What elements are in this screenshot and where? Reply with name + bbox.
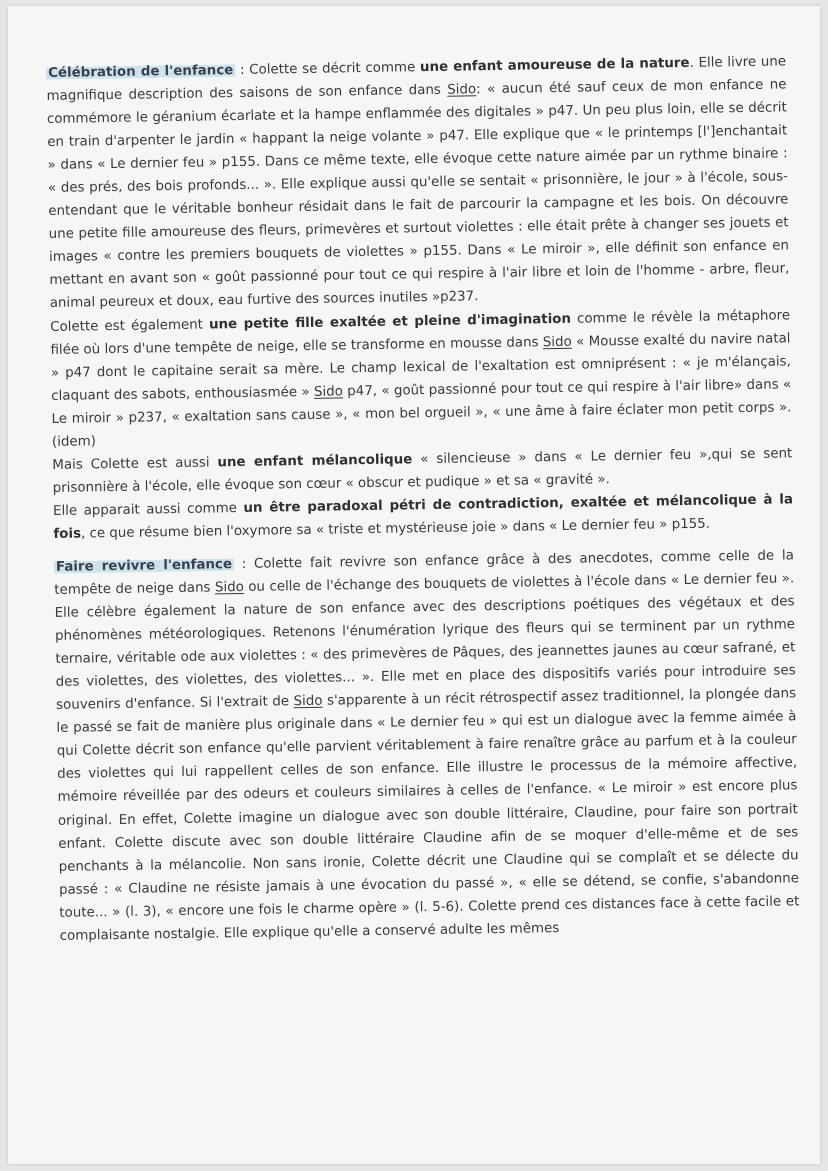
underlined-title: Sido [542,334,572,350]
bold-phrase: une enfant mélancolique [217,452,413,471]
text-run: « Mousse exalté du navire natal » p47 dont le capitaine serait sa mère. Le champ lexical de l'exaltation est omniprésent : « je m'élançais, claquant des sabots, enthousiasmée » [50,330,791,404]
text-run: : Colette se décrit comme [235,60,421,79]
text-run: Mais Colette est aussi [52,455,218,473]
text-run: ou celle de l'échange des bouquets de violettes à l'école dans « Le dernier feu ». Elle célèbre également la nature de son enfance avec des descriptions poétiques des végétaux et des phénomènes météorologiques. Retenons l'énumération lyrique des fleurs qui se terminent par un rythme ternaire, véritable ode aux violettes : « des primevères de Pâques, des jeannettes jaunes au cœur safrané, et des violettes, des violettes, des violettes... ». Elle met en place des dispositifs variés pour introduire ses souvenirs d'enfance. Si l'extrait de [54,571,796,714]
underlined-title: Sido [214,579,244,596]
section-heading: Faire revivre l'enfance [55,557,233,575]
paragraph [46,50,790,315]
bold-phrase: une petite fille exaltée et pleine d'imagination [208,311,572,332]
section-heading: Célébration de l'enfance [48,63,234,81]
text-run: comme le révèle la métaphore filée où lors d'une tempête de neige, elle se transforme en mousse dans [50,307,791,358]
document-body [46,50,800,947]
section-faire-revivre [54,544,800,947]
underlined-title: Sido [447,82,477,98]
text-run: s'apparente à un récit rétrospectif assez traditionnel, la plongée dans le passé se fait de manière plus originale dans « Le dernier feu » qui est un dialogue avec la femme aimée à qui Colette décrit son enfance qu'elle parvient véritablement à faire renaître grâce au parfum et à la couleur des violettes qui lui rappellent celles de son enfance. Elle illustre le processus de la mémoire affective, mémoire réveillée par des odeurs et couleurs similaires à celles de l'enfance. « Le miroir » est encore plus original. En effet, Colette imagine un dialogue avec son double littéraire, Claudine, pour faire son portrait enfant. Colette discute avec son double littéraire Claudine afin de se moquer d'elle-même et de ses penchants à la mélancolie. Non sans ironie, Colette décrit une Claudine qui se complaît et se délecte du passé : « Claudine ne résiste jamais à une évocation du passé », « elle se détend, se confie, s'abandonne toute... » (l. 3), « encore une fois le charme opère » (l. 5-6). Colette prend ces distances face à cette facile et complaisante nostalgie. Elle explique qu'elle a conservé adulte les mêmes [56,686,800,944]
paragraph [50,304,792,454]
text-run: p47, « goût passionné pour tout ce qui respire à l'air libre» dans « Le miroir » p237, « exaltation sans cause », « mon bel orgueil », « une âme à faire éclater mon petit corps ». (idem) [51,376,792,450]
text-run: . Elle livre une magnifique description des saisons de son enfance dans [46,54,787,105]
paper-page [8,6,820,1164]
bold-phrase: une enfant amoureuse de la nature [419,55,690,76]
text-run: Colette est également [50,316,210,335]
paragraph [54,544,800,947]
underlined-title: Sido [293,694,323,710]
bold-phrase: un être paradoxal pétri de contradiction, exaltée et mélancolique à la fois [53,492,794,542]
text-run: « silencieuse » dans « Le dernier feu »,qui se sent prisonnière à l'école, elle évoque son cœur « obscur et pudique » et sa « gravité ». [52,446,793,496]
underlined-title: Sido [313,384,344,400]
text-run: Elle apparait aussi comme [52,500,244,519]
text-run: , ce que résume bien l'oxymore sa « triste et mystérieuse joie » dans « Le dernier feu » p155. [80,516,711,542]
text-run: : Colette fait revivre son enfance grâce à des anecdotes, comme celle de la tempête de neige dans [54,548,794,598]
section-celebration [46,50,794,546]
text-run: : « aucun été sauf ceux de mon enfance ne commémore le géranium écarlate et la hampe enflammée des digitales » p47. Un peu plus loin, elle se décrit en train d'arpenter le jardin « happant la neige volante » p47. Elle explique que « le printemps [l']enchantait » dans « Le dernier feu » p155. Dans ce même texte, elle évoque cette nature aimée par un rythme binaire : « des prés, des bois profonds... ». Elle explique aussi qu'elle se sentait « prisonnière, le jour » à l'école, sous-entendant que le véritable bonheur résidait dans le fait de parcourir la campagne et les bois. On découvre une petite fille amoureuse des fleurs, primevères et surtout violettes : elle était prête à changer ses jouets et images « contre les premiers bouquets de violettes » p155. Dans « Le miroir », elle définit son enfance en mettant en avant son « goût passionné pour tout ce qui respire à l'air libre et loin de l'homme - arbre, fleur, animal peureux et doux, eau furtive des sources inutiles »p237. [46,77,790,312]
